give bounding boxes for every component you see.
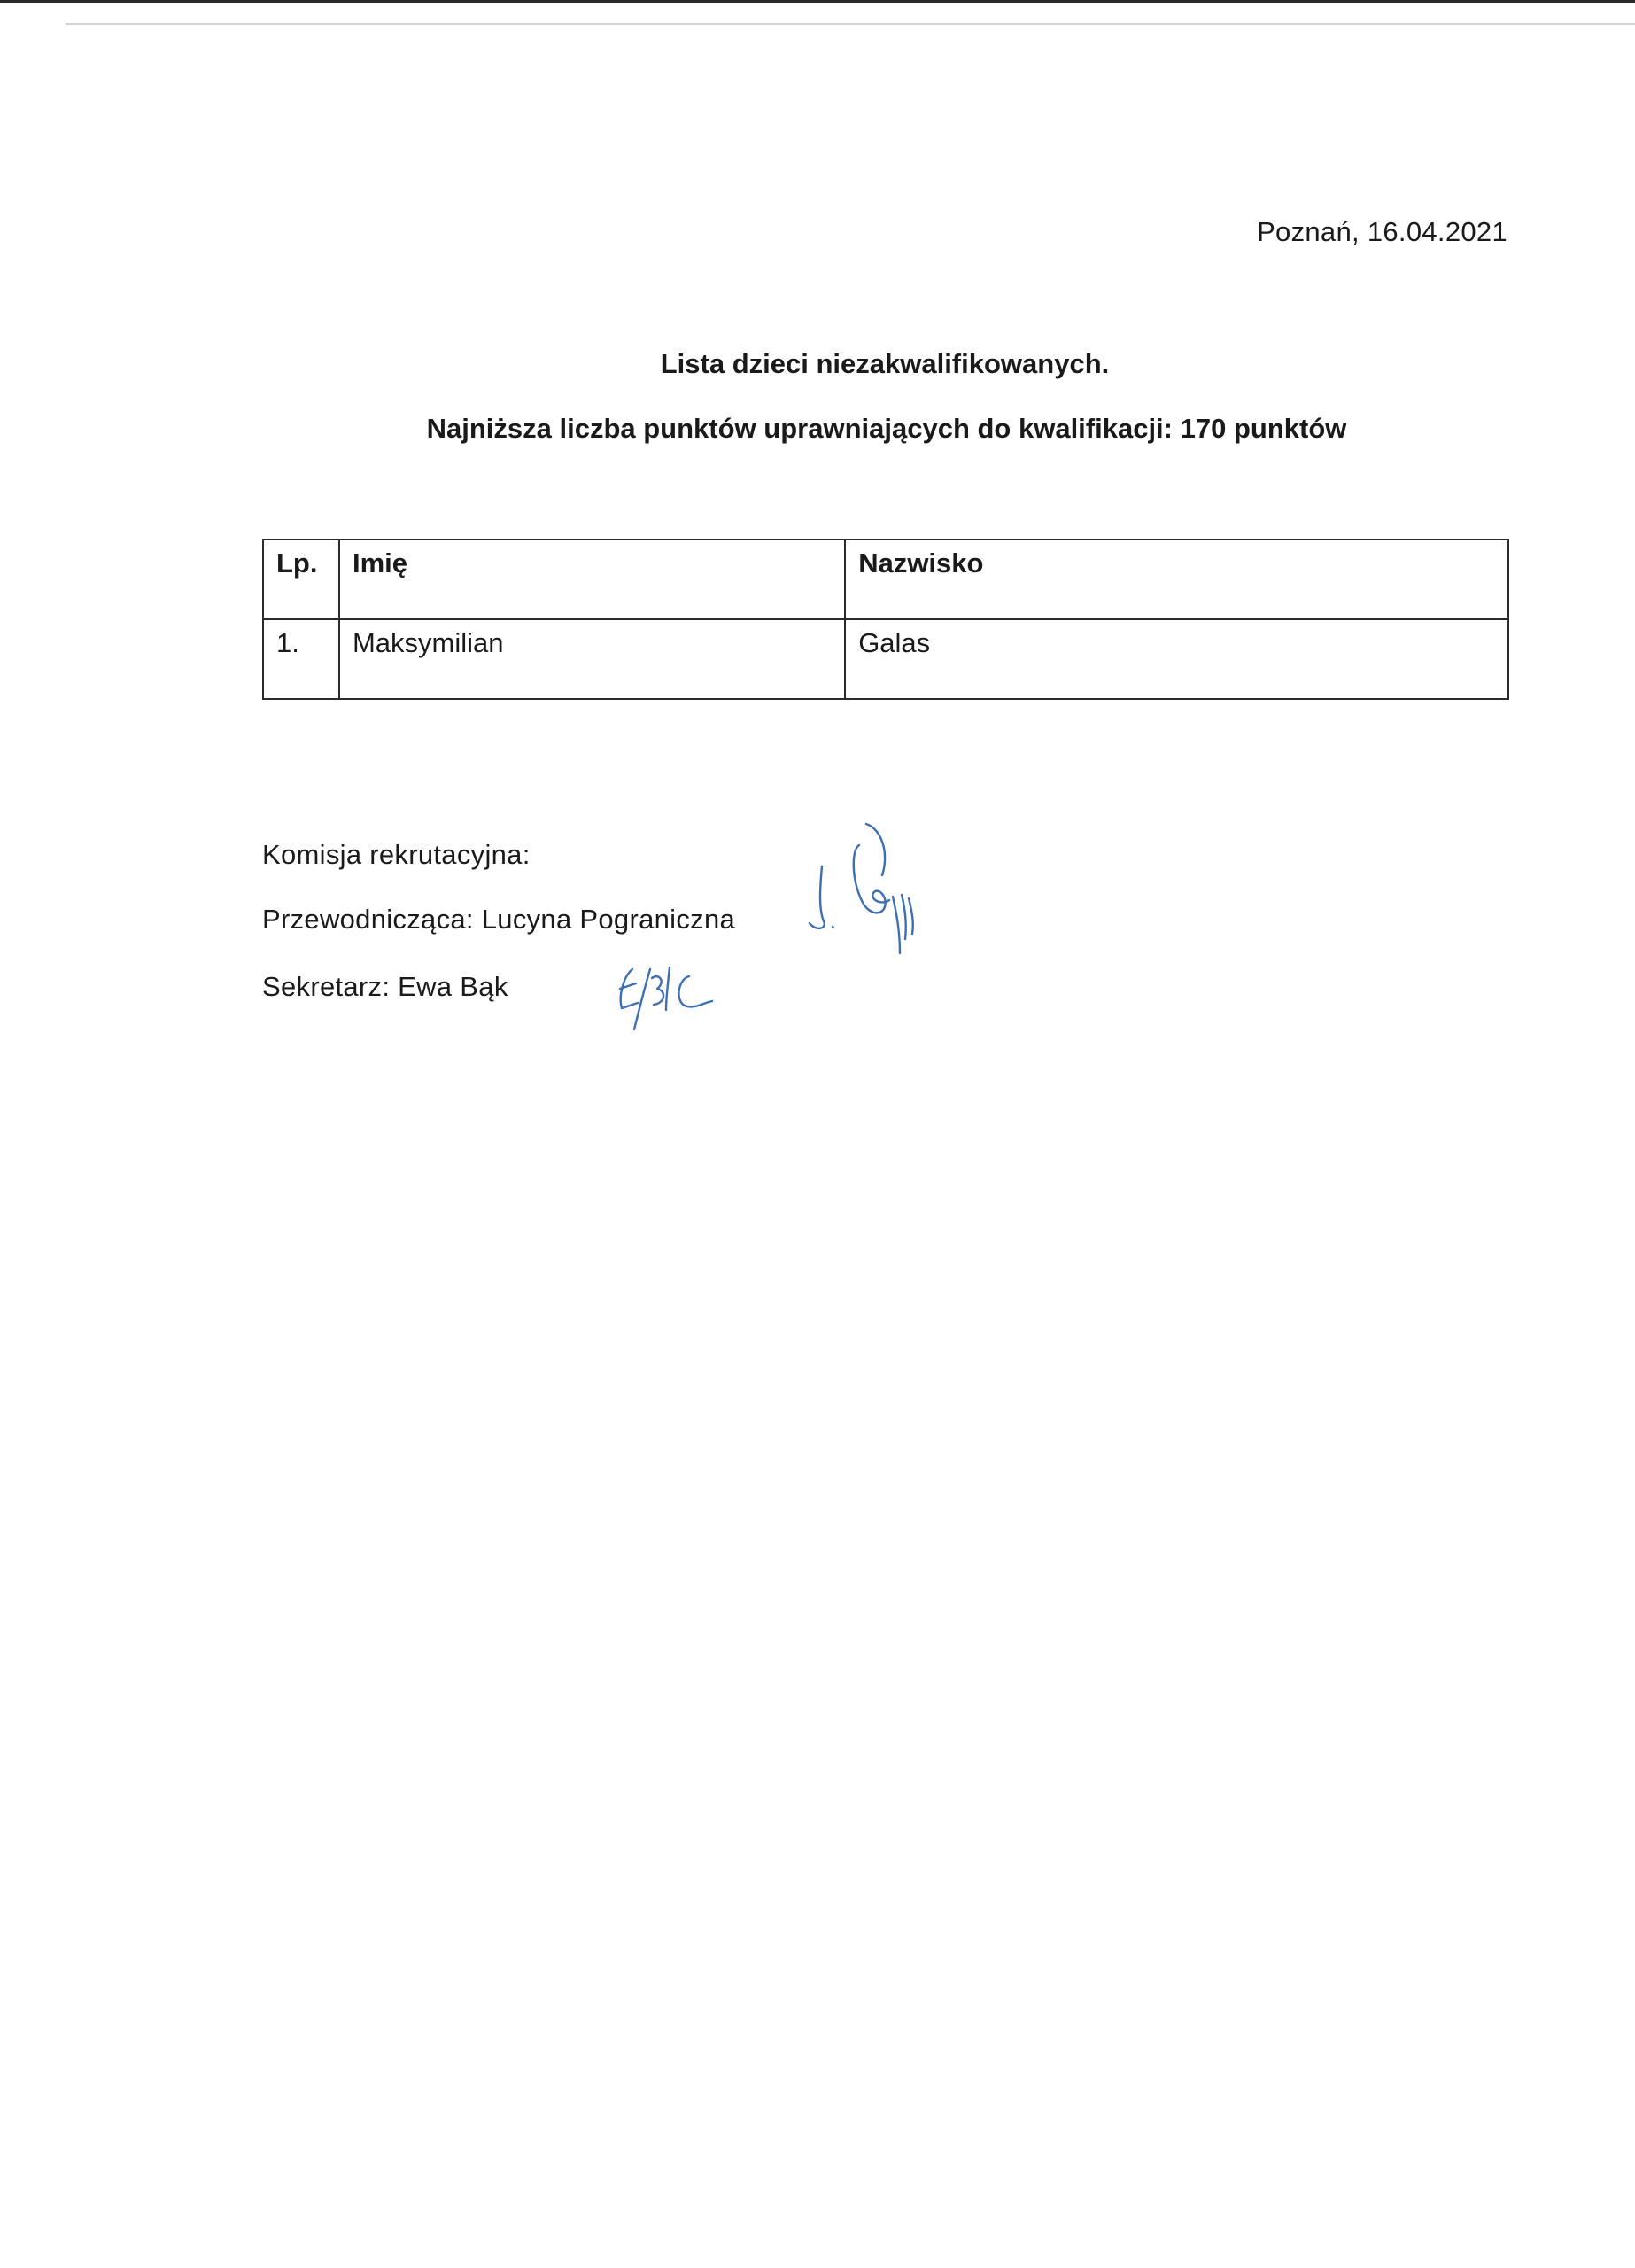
document-subtitle: Najniższa liczba punktów uprawniających do kwalifikacji: 170 punktów xyxy=(426,413,1347,444)
committee-chair: Przewodnicząca: Lucyna Pograniczna xyxy=(262,904,736,935)
chair-signature xyxy=(797,824,957,975)
secretary-signature xyxy=(611,957,726,1037)
committee-secretary: Sekretarz: Ewa Bąk xyxy=(262,971,508,1002)
scan-top-rule xyxy=(66,23,1635,25)
column-header-lp: Lp. xyxy=(263,540,339,619)
column-header-first-name: Imię xyxy=(339,540,845,619)
cell-last-name: Galas xyxy=(845,619,1508,699)
cell-lp: 1. xyxy=(263,619,339,699)
document-title: Lista dzieci niezakwalifikowanych. xyxy=(660,348,1110,379)
table-header-row xyxy=(263,540,1508,619)
cell-first-name: Maksymilian xyxy=(339,619,845,699)
column-header-last-name: Nazwisko xyxy=(845,540,1508,619)
committee-heading: Komisja rekrutacyjna: xyxy=(262,839,531,870)
scan-top-edge xyxy=(0,0,1635,3)
place-date: Poznań, 16.04.2021 xyxy=(1257,216,1507,247)
children-table xyxy=(262,539,1509,700)
table-row xyxy=(263,619,1508,699)
